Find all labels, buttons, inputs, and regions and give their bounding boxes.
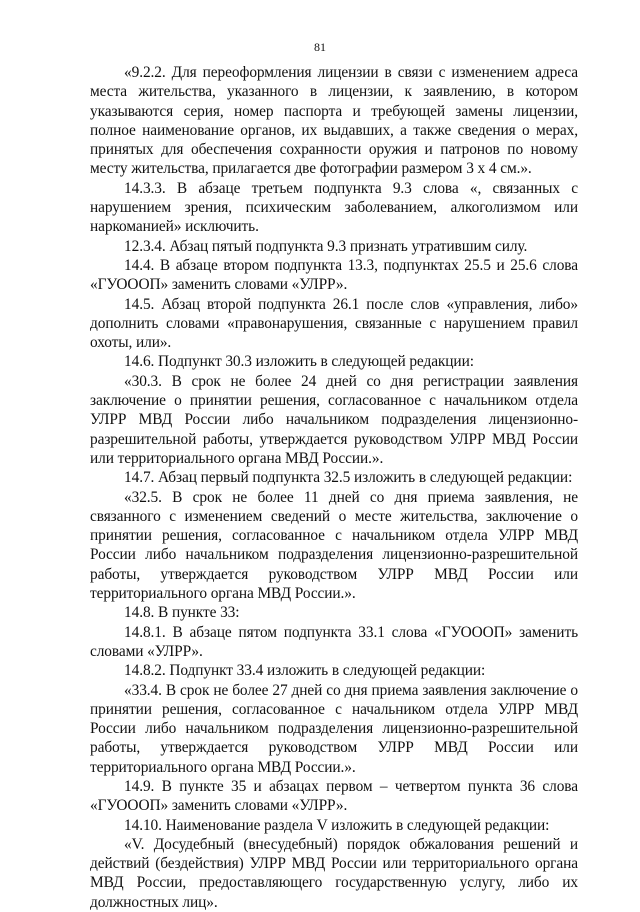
paragraph-14-3-3: 14.3.3. В абзаце третьем подпункта 9.3 слова «, связанных с нарушением зрения, психическим заболеванием, алкоголизмом или наркоманией» исключить. (90, 179, 578, 236)
paragraph-30-3: «30.3. В срок не более 24 дней со дня регистрации заявления заключение о принятии решения, согласованное с начальником отдела УЛРР МВД России либо начальником подразделения лицензионно-разрешительной работы, утверждается руководством УЛРР МВД России или территориального органа МВД России.». (90, 372, 578, 467)
paragraph-14-4: 14.4. В абзаце втором подпункта 13.3, подпунктах 25.5 и 25.6 слова «ГУОООП» заменить словами «УЛРР». (90, 256, 578, 294)
paragraph-14-6: 14.6. Подпункт 30.3 изложить в следующей редакции: (124, 353, 474, 371)
document-body (90, 63, 578, 912)
paragraph-14-10: 14.10. Наименование раздела V изложить в следующей редакции: (124, 816, 550, 834)
paragraph-section-v-title: «V. Досудебный (внесудебный) порядок обжалования решений и действий (бездействия) УЛРР МВД России или территориального органа МВД России, предоставляющего государственную услугу, либо их должностных лиц». (90, 835, 578, 911)
paragraph-14-8: 14.8. В пункте 33: (124, 604, 240, 622)
paragraph-14-7: 14.7. Абзац первый подпункта 32.5 изложить в следующей редакции: (124, 469, 573, 487)
paragraph-14-5: 14.5. Абзац второй подпункта 26.1 после слов «управления, либо» дополнить словами «правонарушения, связанные с нарушением правил охоты, или». (90, 295, 578, 352)
page-number: 81 (314, 40, 326, 54)
paragraph-12-3-4: 12.3.4. Абзац пятый подпункта 9.3 признать утратившим силу. (124, 237, 528, 255)
paragraph-9-2-2: «9.2.2. Для переоформления лицензии в связи с изменением адреса места жительства, указанного в лицензии, к заявлению, в котором указываются серия, номер паспорта и требующей замены лицензии, полное наименование органов, их выдавших, а также сведения о мерах, принятых для обеспечения сохранности оружия и патронов по новому месту жительства, прилагается две фотографии размером 3 х 4 см.». (90, 64, 578, 178)
paragraph-33-4: «33.4. В срок не более 27 дней со дня приема заявления заключение о принятии решения, согласованное с начальником отдела УЛРР МВД России либо начальником подразделения лицензионно-разрешительной работы, утверждается руководством УЛРР МВД России или территориального органа МВД России.». (90, 681, 578, 776)
paragraph-14-8-2: 14.8.2. Подпункт 33.4 изложить в следующей редакции: (124, 662, 486, 680)
paragraph-14-8-1: 14.8.1. В абзаце пятом подпункта 33.1 слова «ГУОООП» заменить словами «УЛРР». (90, 623, 578, 660)
paragraph-32-5: «32.5. В срок не более 11 дней со дня приема заявления, не связанного с изменением сведений о месте жительства, заключение о принятии решения, согласованное с начальником отдела УЛРР МВД России либо начальником подразделения лицензионно-разрешительной работы, утверждается руководством УЛРР МВД России или территориального органа МВД России.». (90, 488, 578, 603)
paragraph-14-9: 14.9. В пункте 35 и абзацах первом – четвертом пункта 36 слова «ГУОООП» заменить словами «УЛРР». (90, 777, 578, 815)
